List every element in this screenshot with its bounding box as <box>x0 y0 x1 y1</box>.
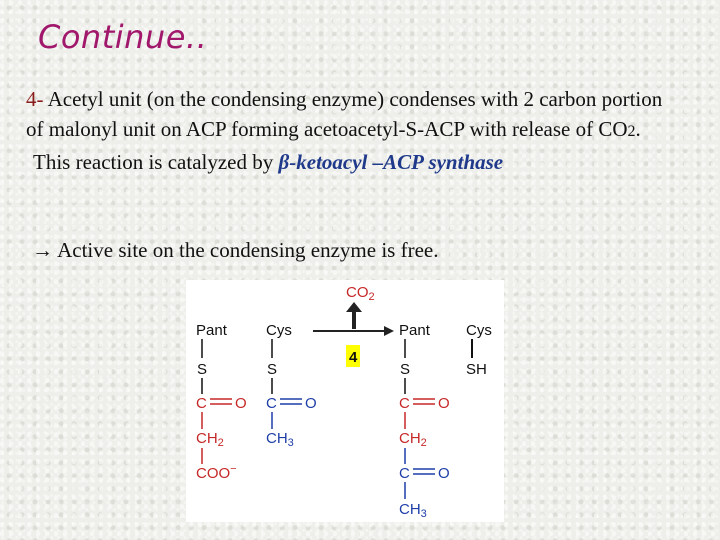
cys-left-c-label: C <box>266 395 277 412</box>
left-o-label: O <box>235 395 247 412</box>
co2-label: $CO_2$ <box>346 284 375 303</box>
left-cys-label: Cys <box>266 322 292 339</box>
catalyst-prefix: This reaction is catalyzed by <box>33 150 279 174</box>
left-c-label: C <box>196 395 207 412</box>
cys-left-o-label: O <box>305 395 317 412</box>
active-site-note <box>32 238 438 263</box>
slide-title: Continue.. <box>38 18 208 56</box>
cys-left-s-label: S <box>267 361 278 378</box>
right-pant-label: Pant <box>399 322 430 339</box>
right-c2-label: C <box>399 465 410 482</box>
right-o1-label: O <box>438 395 450 412</box>
catalyst-paragraph <box>26 147 676 177</box>
reaction-svg <box>186 280 504 522</box>
step-end: . <box>635 117 641 141</box>
left-pant-label: Pant <box>196 322 227 339</box>
right-ch2-label: $CH_2$ <box>399 430 427 449</box>
left-s-label: S <box>197 361 208 378</box>
co2-subscript: 2 <box>627 123 636 140</box>
right-o2-label: O <box>438 465 450 482</box>
cys-left-ch3-label: $CH_3$ <box>266 430 294 449</box>
step-number: 4- <box>26 87 44 111</box>
left-ch2-label: $CH_2$ <box>196 430 224 449</box>
right-s-label: S <box>400 361 411 378</box>
enzyme-name: β-ketoacyl –ACP synthase <box>278 150 504 174</box>
right-ch3-label: $CH_3$ <box>399 501 427 520</box>
right-c1-label: C <box>399 395 410 412</box>
left-coo-label: COO− <box>196 463 237 482</box>
right-cys-label: Cys <box>466 322 492 339</box>
right-arrow-icon: → <box>32 238 53 262</box>
reaction-diagram <box>186 280 504 522</box>
body-text <box>26 84 676 177</box>
step-paragraph <box>26 84 676 147</box>
step-text: Acetyl unit (on the condensing enzyme) condenses with 2 carbon portion of malonyl unit on ACP forming acetoacetyl-S-ACP with release of CO <box>26 87 663 141</box>
cys-right-sh-label: SH <box>466 361 487 378</box>
step-badge-label: 4 <box>349 349 358 366</box>
active-site-text: Active site on the condensing enzyme is free. <box>57 238 439 262</box>
diagram-background <box>186 280 504 522</box>
